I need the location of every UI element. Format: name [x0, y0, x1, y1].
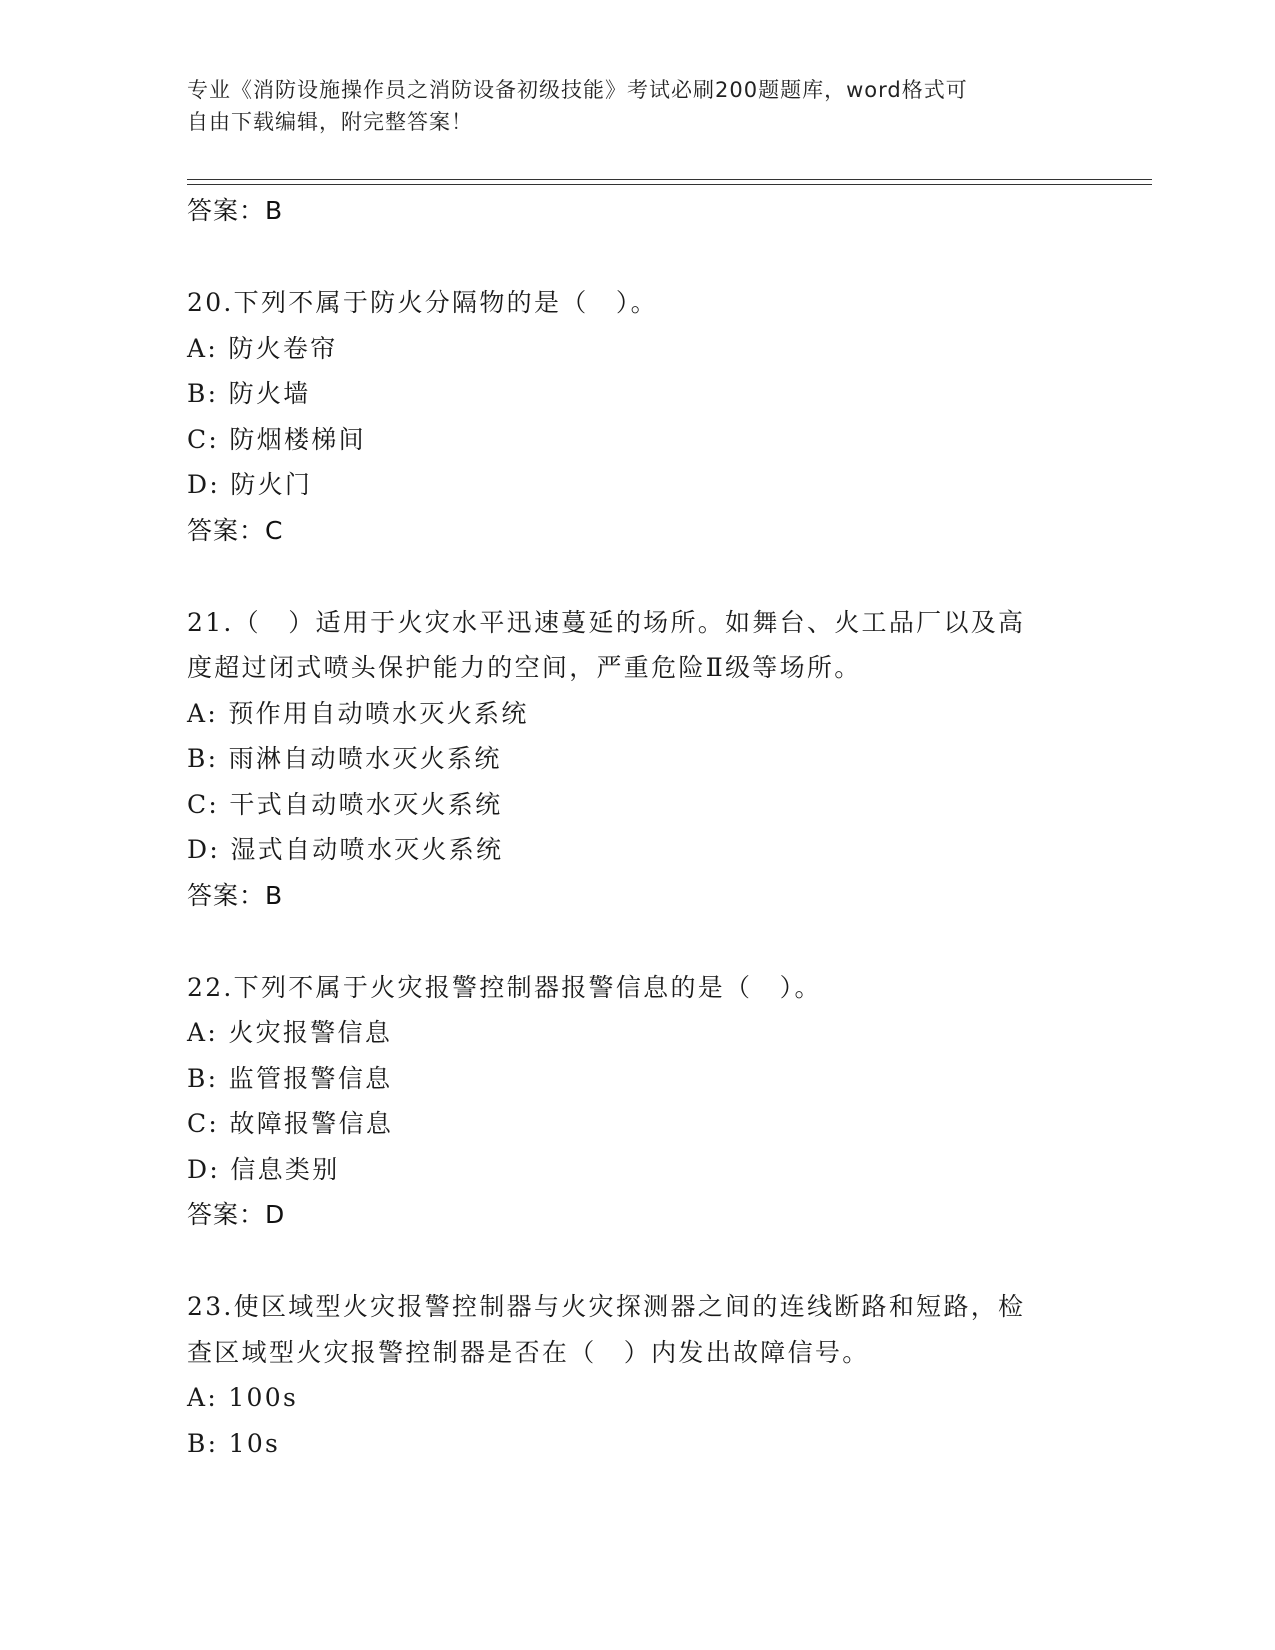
option-b: B: 10s [187, 1428, 281, 1458]
header-divider-bottom [187, 184, 1152, 185]
question-list [187, 188, 1087, 1466]
option-d: D: 防火门 [187, 470, 313, 499]
option-b: B: 防火墙 [187, 379, 311, 408]
option-c: C: 防烟楼梯间 [187, 424, 366, 454]
document-header [187, 74, 1067, 138]
answer-line: 答案：C [187, 515, 284, 545]
question-21 [187, 600, 1087, 919]
question-stem-line-2: 查区域型火灾报警控制器是否在（ ）内发出故障信号。 [187, 1337, 870, 1367]
option-a: A: 防火卷帘 [187, 333, 338, 363]
option-b: B: 监管报警信息 [187, 1063, 393, 1093]
question-20 [187, 280, 1087, 554]
option-b: B: 雨淋自动喷水灭火系统 [187, 744, 502, 773]
option-a: A: 预作用自动喷水灭火系统 [187, 698, 529, 728]
question-stem: 22.下列不属于火灾报警控制器报警信息的是（ ）。 [187, 972, 822, 1002]
question-23 [187, 1284, 1087, 1466]
option-a: A: 火灾报警信息 [187, 1018, 393, 1047]
question-stem-line-2: 度超过闭式喷头保护能力的空间，严重危险Ⅱ级等场所。 [187, 653, 862, 682]
option-c: C: 干式自动喷水灭火系统 [187, 789, 503, 819]
option-d: D: 湿式自动喷水灭火系统 [187, 835, 504, 864]
option-a: A: 100s [187, 1383, 299, 1412]
header-divider-top [187, 179, 1152, 180]
answer-line: 答案：B [187, 196, 284, 225]
question-stem: 20.下列不属于防火分隔物的是（ ）。 [187, 288, 658, 317]
option-c: C: 故障报警信息 [187, 1109, 394, 1138]
answer-line: 答案：D [187, 1200, 286, 1229]
question-22 [187, 965, 1087, 1239]
answer-line: 答案：B [187, 880, 284, 910]
question-stem-line-1: 21.（ ）适用于火灾水平迅速蔓延的场所。如舞台、火工品厂以及高 [187, 607, 1026, 637]
header-line-1: 专业《消防设施操作员之消防设备初级技能》考试必刷200题题库，word格式可 [187, 78, 968, 102]
header-line-2: 自由下载编辑，附完整答案！ [187, 110, 473, 134]
question-stem-line-1: 23.使区域型火灾报警控制器与火灾探测器之间的连线断路和短路，检 [187, 1292, 1026, 1321]
option-d: D: 信息类别 [187, 1154, 340, 1184]
